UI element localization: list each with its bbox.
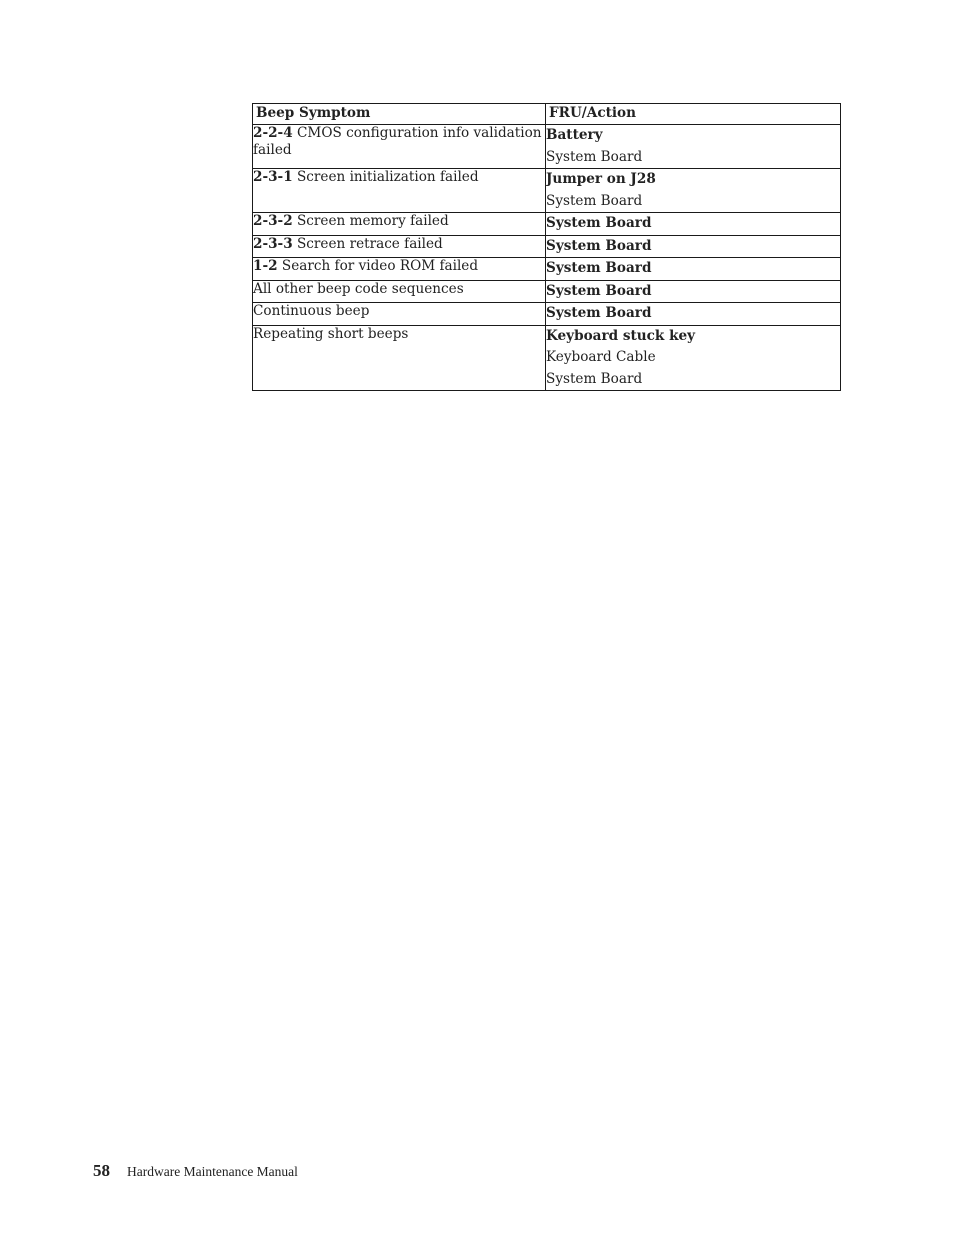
fru-tertiary: System Board bbox=[546, 370, 643, 387]
symptom-text: Repeating short beeps bbox=[253, 325, 409, 342]
beep-code: 2-3-1 bbox=[253, 169, 293, 185]
symptom-text: Screen initialization failed bbox=[292, 169, 479, 185]
beep-symptom-cell bbox=[253, 169, 546, 213]
beep-symptom-cell bbox=[253, 125, 546, 169]
fru-primary: System Board bbox=[546, 237, 652, 254]
table-row bbox=[253, 125, 841, 169]
fru-action-cell bbox=[546, 125, 841, 169]
table-header-row bbox=[253, 104, 841, 125]
fru-primary: System Board bbox=[546, 305, 652, 321]
table-row bbox=[253, 213, 841, 236]
fru-primary: Keyboard stuck key bbox=[546, 327, 696, 344]
header-fru-action: FRU/Action bbox=[546, 104, 841, 125]
fru-action-cell bbox=[546, 213, 841, 236]
beep-symptom-cell bbox=[253, 303, 546, 326]
symptom-text: Screen memory failed bbox=[292, 213, 449, 229]
table-row bbox=[253, 325, 841, 391]
beep-symptom-cell bbox=[253, 213, 546, 236]
fru-secondary: System Board bbox=[546, 192, 643, 209]
header-beep-symptom: Beep Symptom bbox=[253, 104, 546, 125]
fru-primary: System Board bbox=[546, 282, 652, 299]
beep-symptom-cell bbox=[253, 235, 546, 258]
fru-primary: System Board bbox=[546, 215, 652, 231]
beep-symptom-cell bbox=[253, 258, 546, 281]
beep-symptom-cell bbox=[253, 280, 546, 303]
fru-primary: Battery bbox=[546, 127, 603, 143]
beep-code: 1-2 bbox=[253, 258, 278, 274]
fru-action-cell bbox=[546, 235, 841, 258]
fru-action-cell bbox=[546, 258, 841, 281]
fru-action-cell bbox=[546, 303, 841, 326]
beep-code: 2-3-2 bbox=[253, 213, 293, 229]
manual-title: Hardware Maintenance Manual bbox=[127, 1164, 298, 1179]
beep-symptom-cell bbox=[253, 325, 546, 391]
beep-code: 2-3-3 bbox=[253, 235, 293, 252]
fru-secondary: Keyboard Cable bbox=[546, 349, 656, 365]
beep-code: 2-2-4 bbox=[253, 125, 293, 141]
symptom-text: CMOS configuration info validation failed bbox=[253, 125, 542, 158]
table-row bbox=[253, 303, 841, 326]
fru-action-cell bbox=[546, 280, 841, 303]
fru-primary: Jumper on J28 bbox=[546, 171, 656, 187]
fru-primary: System Board bbox=[546, 260, 652, 276]
table-row bbox=[253, 280, 841, 303]
table-row bbox=[253, 258, 841, 281]
page-number: 58 bbox=[93, 1161, 110, 1180]
symptom-text: Search for video ROM failed bbox=[277, 258, 479, 274]
page-footer bbox=[93, 1161, 298, 1185]
beep-symptom-table bbox=[252, 103, 841, 391]
fru-action-cell bbox=[546, 325, 841, 391]
fru-secondary: System Board bbox=[546, 148, 643, 165]
table-row bbox=[253, 169, 841, 213]
table-row bbox=[253, 235, 841, 258]
fru-action-cell bbox=[546, 169, 841, 213]
symptom-text: Screen retrace failed bbox=[292, 235, 443, 252]
symptom-text: All other beep code sequences bbox=[253, 280, 464, 297]
symptom-text: Continuous beep bbox=[253, 303, 370, 319]
